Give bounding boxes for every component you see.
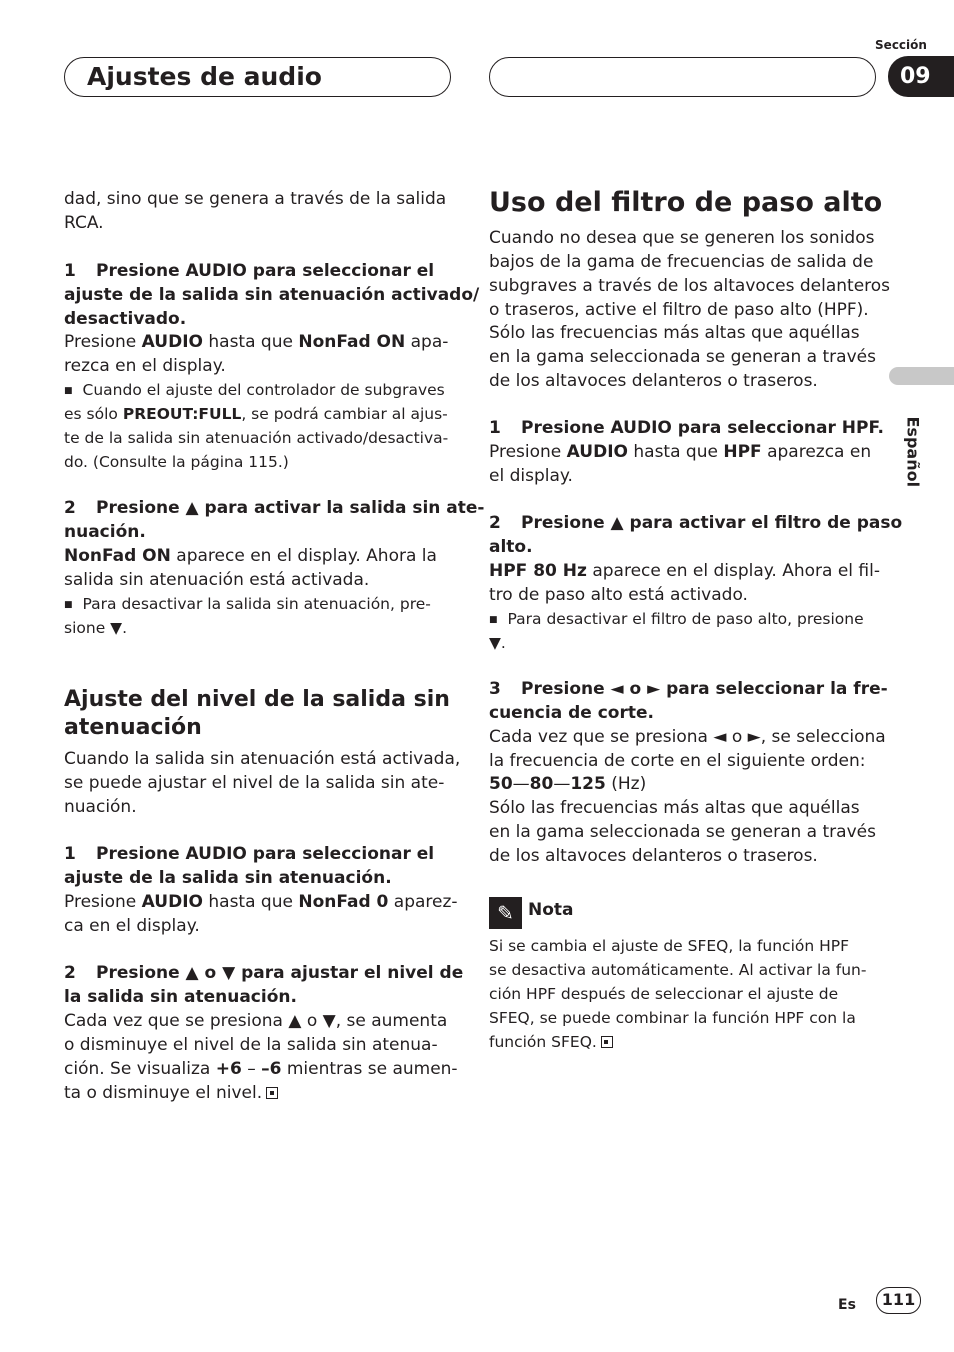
subsection-intro: Cuando la salida sin atenuación está activada,: [64, 749, 461, 769]
step-number: 1: [64, 844, 76, 864]
section-heading: Uso del filtro de paso alto: [489, 187, 883, 218]
section-intro: en la gama seleccionada se generan a través: [489, 347, 876, 367]
header-title: Ajustes de audio: [87, 62, 322, 91]
section-intro: Sólo las frecuencias más altas que aquéllas: [489, 323, 860, 343]
step-body: Presione AUDIO hasta que NonFad 0 aparez-: [64, 892, 458, 912]
footer-language-code: Es: [838, 1297, 856, 1313]
step-number: 3: [489, 679, 501, 699]
step-title: 1 Presione AUDIO para seleccionar HPF.: [489, 417, 884, 441]
page-number: 111: [876, 1287, 921, 1314]
step-title: nuación.: [64, 522, 146, 542]
step-title: 2 Presione ▲ para activar el filtro de paso: [489, 512, 902, 536]
section-label: Sección: [875, 38, 927, 52]
note-bullet-item: es sólo PREOUT:FULL, se podrá cambiar al ajus-: [64, 405, 448, 423]
section-end-icon: [266, 1087, 278, 1099]
section-intro: o traseros, active el filtro de paso alto (HPF).: [489, 300, 869, 320]
note-text: ción HPF después de seleccionar el ajuste de: [489, 985, 839, 1003]
step-title: 2 Presione ▲ para activar la salida sin ate-: [64, 497, 485, 521]
step-body: ta o disminuye el nivel.: [64, 1082, 278, 1106]
language-tab: [889, 367, 954, 385]
frequency-sequence: 50—80—125 (Hz): [489, 774, 647, 794]
step-body: HPF 80 Hz aparece en el display. Ahora el fil-: [489, 561, 880, 581]
step-body: en la gama seleccionada se generan a través: [489, 822, 876, 842]
step-number: 2: [64, 963, 76, 983]
step-number: 1: [64, 261, 76, 281]
note-bullet-item: ■ Para desactivar el filtro de paso alto, presione: [489, 610, 864, 628]
subsection-intro: nuación.: [64, 797, 137, 817]
section-intro: Cuando no desea que se generen los sonidos: [489, 228, 875, 248]
note-bullet-item: ■ Para desactivar la salida sin atenuación, pre-: [64, 595, 431, 613]
step-title: la salida sin atenuación.: [64, 987, 297, 1007]
step-body: NonFad ON aparece en el display. Ahora la: [64, 546, 437, 566]
left-intro-line: dad, sino que se genera a través de la salida: [64, 189, 447, 209]
left-intro-line: RCA.: [64, 213, 104, 233]
step-body: Sólo las frecuencias más altas que aquéllas: [489, 798, 860, 818]
note-text: función SFEQ.: [489, 1030, 613, 1054]
section-number-badge: 09: [888, 56, 954, 97]
note-bullet-item: do. (Consulte la página 115.): [64, 453, 289, 471]
section-end-icon: [601, 1036, 613, 1048]
step-body: de los altavoces delanteros o traseros.: [489, 846, 818, 866]
step-title: cuencia de corte.: [489, 703, 654, 723]
step-title: 1 Presione AUDIO para seleccionar el: [64, 260, 434, 284]
language-label: Español: [903, 416, 923, 488]
note-title: Nota: [528, 900, 574, 920]
note-text: Si se cambia el ajuste de SFEQ, la función HPF: [489, 937, 850, 955]
header-title-frame: [64, 57, 451, 97]
step-body: Presione AUDIO hasta que NonFad ON apa-: [64, 332, 449, 352]
section-intro: subgraves a través de los altavoces delanteros: [489, 276, 891, 296]
step-title: ajuste de la salida sin atenuación.: [64, 868, 392, 888]
note-bullet-item: ▼.: [489, 634, 506, 652]
step-number: 2: [64, 498, 76, 518]
step-body: o disminuye el nivel de la salida sin atenua-: [64, 1035, 438, 1055]
section-intro: bajos de la gama de frecuencias de salida de: [489, 252, 874, 272]
step-body: rezca en el display.: [64, 356, 226, 376]
note-bullet-item: sione ▼.: [64, 619, 127, 637]
step-title: alto.: [489, 537, 533, 557]
step-body: Cada vez que se presiona ▲ o ▼, se aumenta: [64, 1011, 448, 1031]
step-body: el display.: [489, 466, 573, 486]
step-title: 1 Presione AUDIO para seleccionar el: [64, 843, 434, 867]
step-body: ción. Se visualiza +6 – –6 mientras se aumen-: [64, 1059, 458, 1079]
step-title: ajuste de la salida sin atenuación activado/: [64, 285, 480, 305]
step-title: 3 Presione ◄ o ► para seleccionar la fre-: [489, 678, 888, 702]
section-intro: de los altavoces delanteros o traseros.: [489, 371, 818, 391]
step-title: desactivado.: [64, 309, 187, 329]
note-text: SFEQ, se puede combinar la función HPF con la: [489, 1009, 856, 1027]
step-body: tro de paso alto está activado.: [489, 585, 748, 605]
header-empty-frame: [489, 57, 876, 97]
note-bullet-item: ■ Cuando el ajuste del controlador de subgraves: [64, 381, 445, 399]
step-number: 2: [489, 513, 501, 533]
step-body: ca en el display.: [64, 916, 200, 936]
bullet-icon: ■: [64, 600, 73, 610]
note-bullet-item: te de la salida sin atenuación activado/desactiva-: [64, 429, 449, 447]
step-body: Cada vez que se presiona ◄ o ►, se selecciona: [489, 727, 886, 747]
step-body: salida sin atenuación está activada.: [64, 570, 370, 590]
subsection-heading: atenuación: [64, 715, 202, 740]
subsection-heading: Ajuste del nivel de la salida sin: [64, 687, 450, 712]
bullet-icon: ■: [64, 386, 73, 396]
step-number: 1: [489, 418, 501, 438]
pencil-icon: ✎: [489, 897, 522, 929]
bullet-icon: ■: [489, 615, 498, 625]
step-body: Presione AUDIO hasta que HPF aparezca en: [489, 442, 872, 462]
step-title: 2 Presione ▲ o ▼ para ajustar el nivel de: [64, 962, 463, 986]
note-text: se desactiva automáticamente. Al activar la fun-: [489, 961, 867, 979]
step-body: la frecuencia de corte en el siguiente orden:: [489, 751, 866, 771]
subsection-intro: se puede ajustar el nivel de la salida sin ate-: [64, 773, 445, 793]
